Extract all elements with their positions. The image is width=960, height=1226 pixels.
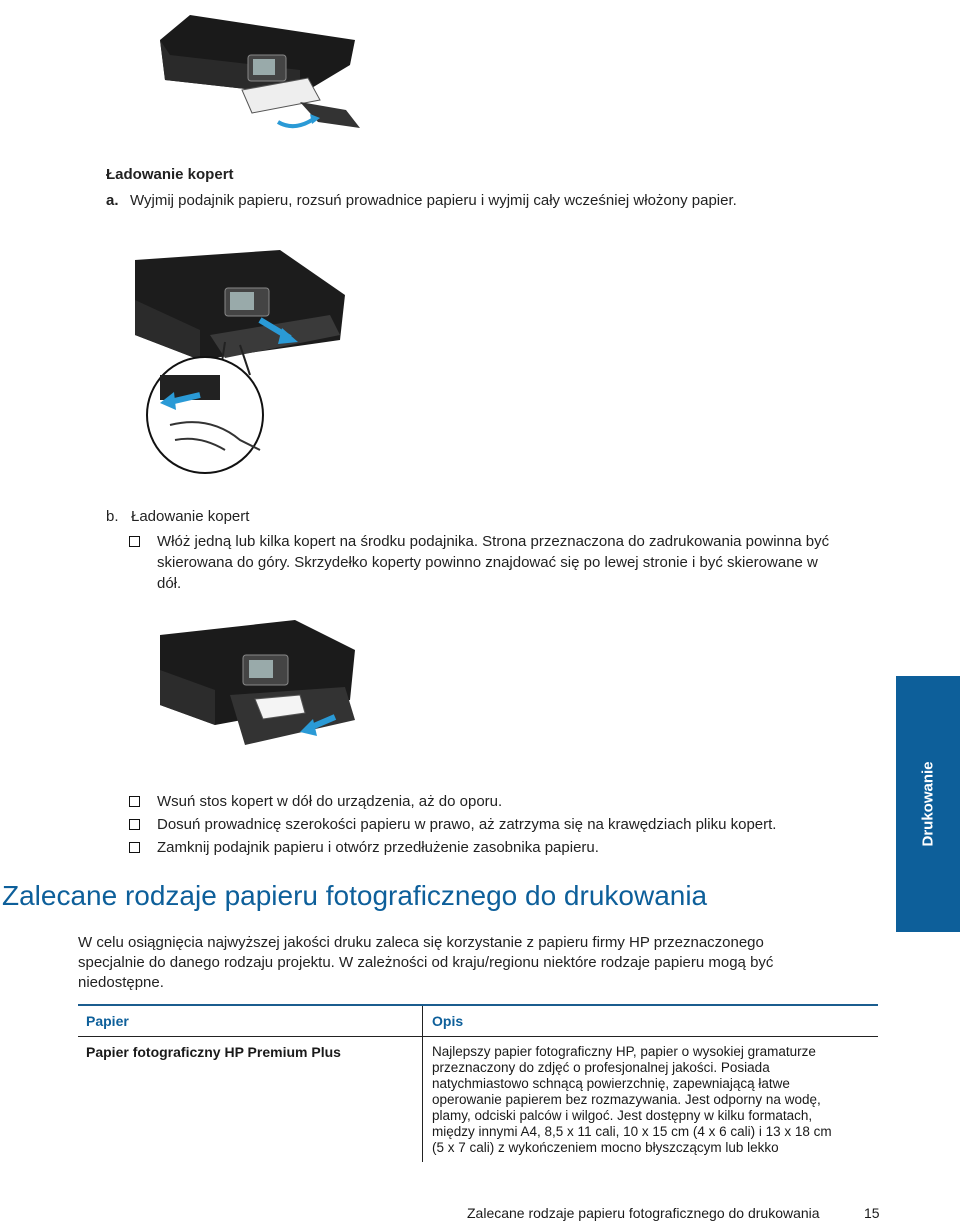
- chapter-side-tab-label: Drukowanie: [919, 761, 937, 847]
- table-row-description: [432, 1044, 832, 1156]
- chapter-side-tab: [896, 676, 960, 932]
- step-b-heading: Ładowanie kopert: [131, 508, 250, 525]
- step-b-check-line1: Włóż jedną lub kilka kopert na środku podajnika. Strona przeznaczona do zadrukowania powinna być: [157, 533, 830, 550]
- table-row-paper: Papier fotograficzny HP Premium Plus: [86, 1044, 341, 1060]
- section-intro-line2: specjalnie do danego rodzaju projektu. W zależności od kraju/regionu niektóre rodzaje papieru mogą być: [78, 954, 774, 971]
- step-a-letter: a.: [106, 192, 119, 209]
- checklist-item-3: Zamknij podajnik papieru i otwórz przedłużenie zasobnika papieru.: [157, 839, 599, 856]
- checkbox-square-icon: [129, 819, 140, 830]
- step-a-heading: Ładowanie kopert: [106, 166, 234, 183]
- footer-title: Zalecane rodzaje papieru fotograficznego do drukowania: [467, 1205, 820, 1221]
- checklist-item-1: Wsuń stos kopert w dół do urządzenia, aż do oporu.: [157, 793, 503, 810]
- table-row-desc-line: między innymi A4, 8,5 x 11 cali, 10 x 15 cm (4 x 6 cali) i 13 x 18 cm: [432, 1124, 832, 1139]
- step-a-text: Wyjmij podajnik papieru, rozsuń prowadnice papieru i wyjmij cały wcześniej włożony papier.: [130, 192, 737, 209]
- table-top-rule: [78, 1004, 878, 1006]
- table-column-divider: [422, 1006, 423, 1162]
- section-intro-line1: W celu osiągnięcia najwyższej jakości druku zaleca się korzystanie z papieru firmy HP przeznaczonego: [78, 934, 764, 951]
- table-header-description: Opis: [432, 1013, 464, 1029]
- table-row-desc-line: Najlepszy papier fotograficzny HP, papier o wysokiej gramaturze: [432, 1044, 816, 1059]
- section-title: Zalecane rodzaje papieru fotograficznego do drukowania: [2, 880, 708, 911]
- table-header-rule: [78, 1036, 878, 1037]
- table-row-desc-line: natychmiastowo schnącą powierzchnię, zapewniającą łatwe: [432, 1076, 790, 1091]
- table-row-desc-line: (5 x 7 cali) z wykończeniem mocno błyszczącym lub lekko: [432, 1140, 779, 1155]
- table-row-desc-line: operowanie papierem bez rozmazywania. Jest odporny na wodę,: [432, 1092, 821, 1107]
- table-header-paper: Papier: [86, 1013, 129, 1029]
- printer-illustration-insert-envelope: [130, 250, 350, 480]
- checkbox-square-icon: [129, 842, 140, 853]
- step-b-check-line2: skierowana do góry. Skrzydełko koperty powinno znajdować się po lewej stronie i być skierowane w: [157, 554, 818, 571]
- printer-illustration-remove-tray: [150, 10, 370, 135]
- step-b-letter: b.: [106, 508, 119, 525]
- checkbox-square-icon: [129, 796, 140, 807]
- table-row-desc-line: przeznaczony do zdjęć o profesjonalnej jakości. Posiada: [432, 1060, 770, 1075]
- printer-illustration-push-envelope: [155, 615, 370, 755]
- checklist-item-2: Dosuń prowadnicę szerokości papieru w prawo, aż zatrzyma się na krawędziach pliku kopert.: [157, 816, 777, 833]
- table-row-desc-line: plamy, odciski palców i wilgoć. Jest dostępny w kilku formatach,: [432, 1108, 813, 1123]
- footer-page-number: 15: [864, 1205, 880, 1221]
- step-b-check-line3: dół.: [157, 575, 182, 592]
- section-intro-line3: niedostępne.: [78, 974, 164, 991]
- checkbox-square-icon: [129, 536, 140, 547]
